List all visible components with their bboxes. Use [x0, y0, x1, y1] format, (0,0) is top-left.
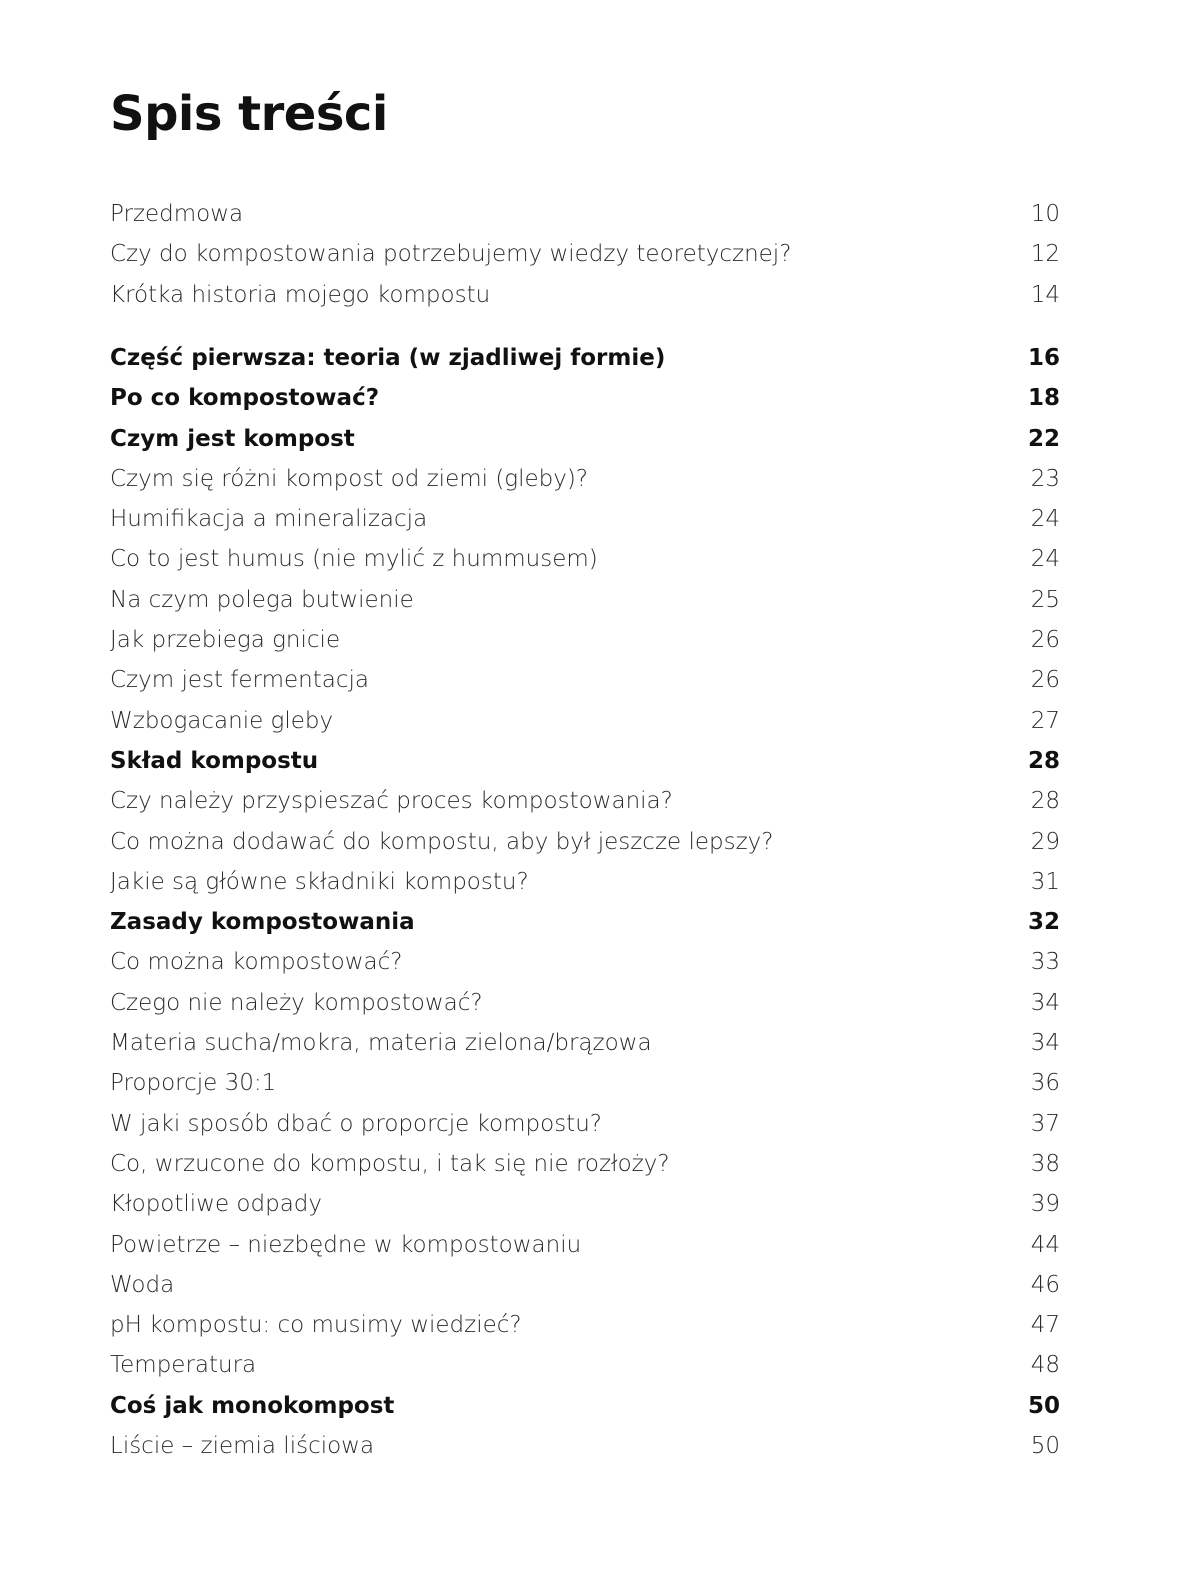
toc-page-number: 27 — [1030, 707, 1060, 734]
toc-entry-title: Czym się różni kompost od ziemi (gleby)? — [110, 465, 589, 492]
toc-entry — [110, 539, 1060, 579]
toc-entry-title: Zasady kompostowania — [110, 909, 415, 936]
toc-section-entry — [110, 902, 1060, 942]
toc-page-number: 24 — [1030, 546, 1060, 573]
toc-page-number: 50 — [1030, 1433, 1060, 1460]
toc-entry-title: Materia sucha/mokra, materia zielona/brązowa — [110, 1030, 652, 1057]
toc-page-number: 28 — [1030, 788, 1060, 815]
toc-page-number: 47 — [1030, 1312, 1060, 1339]
toc-section-entry — [110, 1386, 1060, 1426]
toc-page-number: 39 — [1030, 1191, 1060, 1218]
toc-entry — [110, 194, 1060, 234]
toc-entry-title: Przedmowa — [110, 201, 244, 227]
toc-entry-title: Na czym polega butwienie — [110, 586, 414, 613]
toc-entry — [110, 1023, 1060, 1063]
toc-entry — [110, 1063, 1060, 1103]
toc-entry-title: Czy do kompostowania potrzebujemy wiedzy teoretycznej? — [110, 241, 792, 268]
toc-section-entry — [110, 338, 1060, 378]
toc-entry-title: Jakie są główne składniki kompostu? — [110, 868, 529, 895]
toc-page-number: 14 — [1030, 281, 1060, 308]
toc-entry — [110, 1345, 1060, 1385]
toc-page-number: 25 — [1030, 586, 1060, 613]
toc-entry — [110, 234, 1060, 274]
toc-entry-title: Woda — [110, 1271, 175, 1298]
toc-page-number: 23 — [1030, 465, 1060, 492]
toc-entry-title: Temperatura — [110, 1352, 257, 1379]
toc-entries-list — [110, 338, 1060, 1466]
toc-page-number: 22 — [1027, 425, 1060, 452]
toc-entry — [110, 1104, 1060, 1144]
toc-entry-title: Jak przebiega gnicie — [110, 627, 341, 654]
toc-page-number: 18 — [1027, 385, 1060, 412]
toc-page-number: 10 — [1030, 201, 1060, 227]
toc-page-number: 29 — [1030, 828, 1060, 855]
toc-entry-title: Kłopotliwe odpady — [110, 1191, 323, 1218]
toc-entry — [110, 862, 1060, 902]
toc-entry — [110, 1225, 1060, 1265]
toc-page-number: 48 — [1030, 1352, 1060, 1379]
toc-section-entry — [110, 419, 1060, 459]
toc-page-number: 34 — [1030, 1030, 1060, 1057]
toc-entry — [110, 1265, 1060, 1305]
toc-entry-title: Czym jest fermentacja — [110, 667, 369, 694]
toc-entry — [110, 620, 1060, 660]
toc-page-number: 38 — [1030, 1150, 1060, 1177]
toc-entry — [110, 1144, 1060, 1184]
toc-entry-title: Po co kompostować? — [110, 385, 380, 412]
toc-page-number: 37 — [1030, 1110, 1060, 1137]
toc-entry — [110, 942, 1060, 982]
toc-entry-title: W jaki sposób dbać o proporcje kompostu? — [110, 1110, 602, 1137]
toc-entry-title: Wzbogacanie gleby — [110, 707, 334, 734]
toc-entry — [110, 580, 1060, 620]
toc-entry — [110, 499, 1060, 539]
toc-section-entry — [110, 741, 1060, 781]
toc-page-number: 34 — [1030, 989, 1060, 1016]
toc-page-number: 50 — [1027, 1392, 1060, 1419]
toc-entry-title: Część pierwsza: teoria (w zjadliwej formie) — [110, 345, 666, 371]
toc-entry — [110, 781, 1060, 821]
toc-entry — [110, 983, 1060, 1023]
toc-page-number: 24 — [1030, 506, 1060, 533]
toc-entry-title: Krótka historia mojego kompostu — [110, 281, 491, 308]
toc-page-number: 26 — [1030, 627, 1060, 654]
toc-entry-title: Czym jest kompost — [110, 425, 355, 452]
toc-page-number: 33 — [1030, 949, 1060, 976]
page-title: Spis treści — [110, 86, 388, 142]
toc-entry-title: Humifikacja a mineralizacja — [110, 506, 428, 533]
toc-entry — [110, 822, 1060, 862]
toc-entry-title: Czy należy przyspieszać proces kompostowania? — [110, 788, 673, 815]
toc-page-number: 26 — [1030, 667, 1060, 694]
toc-page-number: 46 — [1030, 1271, 1060, 1298]
toc-page-number: 16 — [1027, 345, 1060, 371]
toc-entry — [110, 275, 1060, 315]
toc-entry-title: Co to jest humus (nie mylić z hummusem) — [110, 546, 598, 573]
toc-page-number: 28 — [1027, 747, 1060, 774]
toc-entry — [110, 1184, 1060, 1224]
toc-page-number: 36 — [1030, 1070, 1060, 1097]
toc-page-number: 32 — [1027, 909, 1060, 936]
toc-entry — [110, 1426, 1060, 1466]
toc-entry — [110, 701, 1060, 741]
front-matter-list — [110, 194, 1060, 315]
toc-entry-title: Skład kompostu — [110, 747, 319, 774]
toc-entry — [110, 660, 1060, 700]
toc-section-entry — [110, 378, 1060, 418]
toc-page-number: 31 — [1030, 868, 1060, 895]
toc-entry-title: Liście – ziemia liściowa — [110, 1433, 375, 1460]
toc-page-number: 12 — [1030, 241, 1060, 268]
toc-entry-title: Coś jak monokompost — [110, 1392, 395, 1419]
toc-entry-title: Proporcje 30:1 — [110, 1070, 277, 1097]
toc-entry-title: Powietrze – niezbędne w kompostowaniu — [110, 1231, 582, 1258]
toc-entry-title: Czego nie należy kompostować? — [110, 989, 483, 1016]
toc-page-number: 44 — [1030, 1231, 1060, 1258]
toc-entry — [110, 1305, 1060, 1345]
toc-entry — [110, 459, 1060, 499]
toc-entry-title: Co można kompostować? — [110, 949, 403, 976]
toc-entry-title: pH kompostu: co musimy wiedzieć? — [110, 1312, 522, 1339]
toc-entry-title: Co, wrzucone do kompostu, i tak się nie rozłoży? — [110, 1150, 670, 1177]
toc-entry-title: Co można dodawać do kompostu, aby był jeszcze lepszy? — [110, 828, 774, 855]
